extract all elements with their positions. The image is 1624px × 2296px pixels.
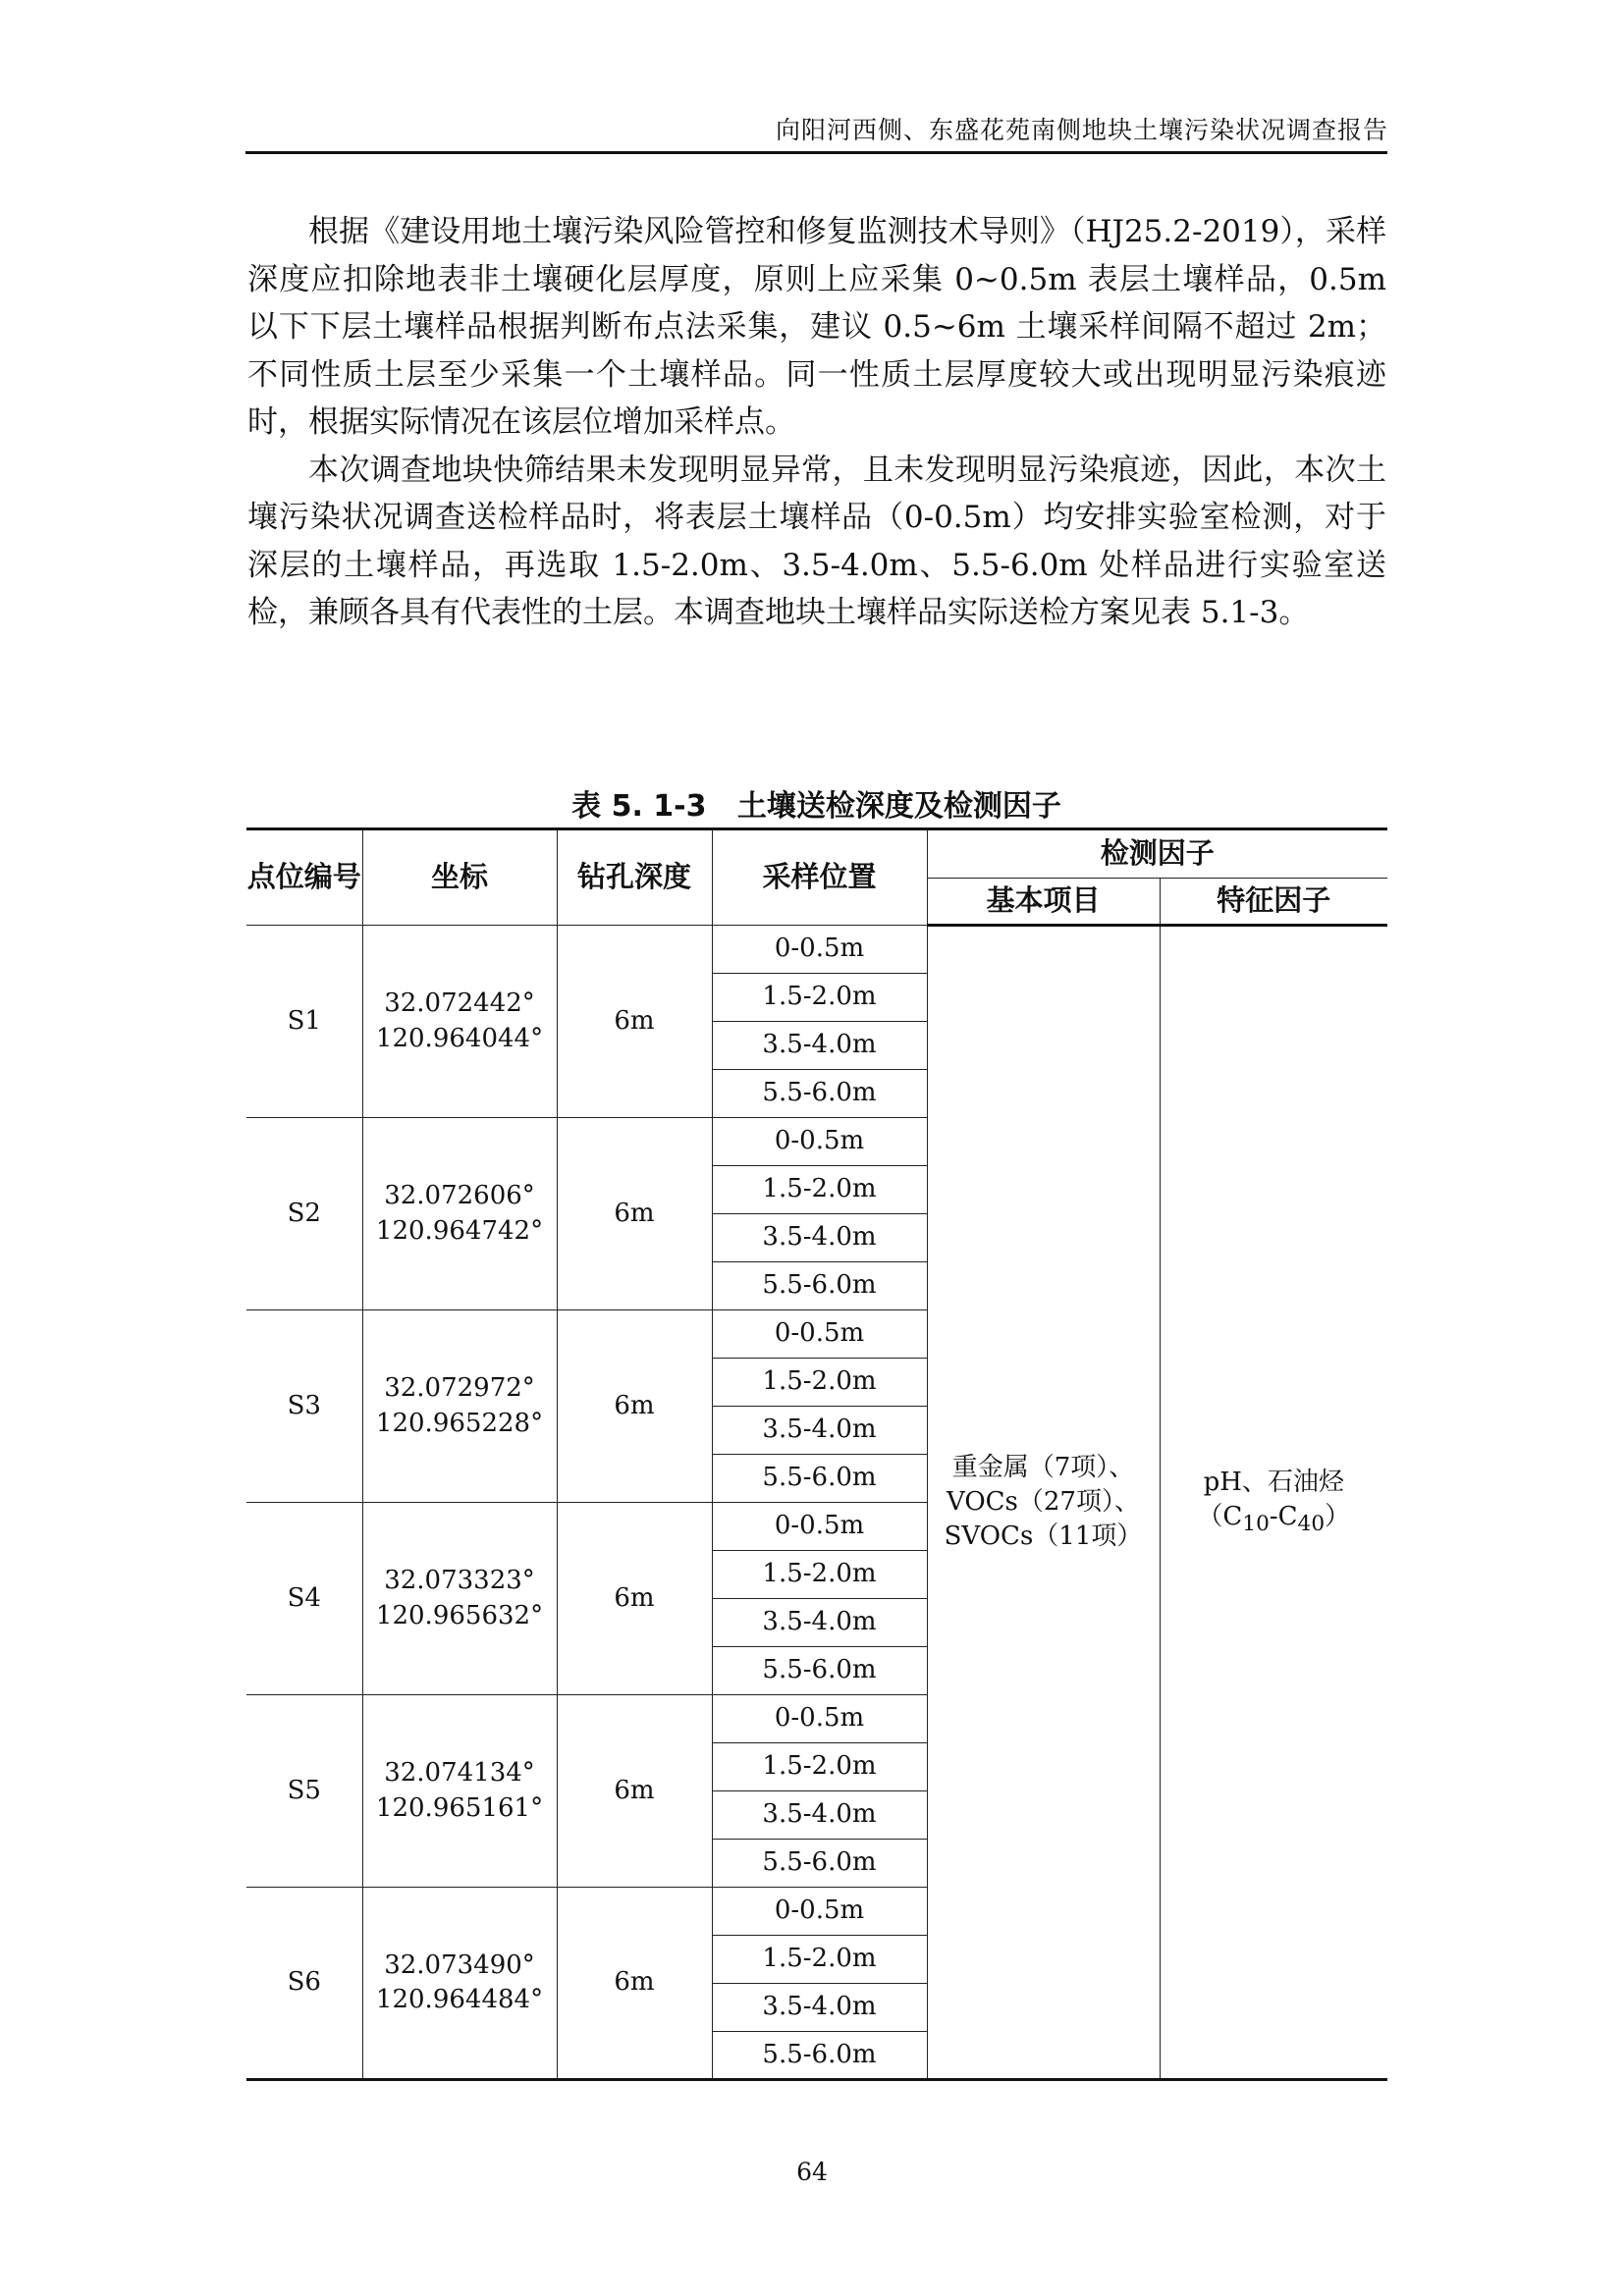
sampling-factors-table xyxy=(246,828,1387,2081)
header-feature-factors: 特征因子 xyxy=(1160,879,1387,926)
coords-cell xyxy=(362,1695,557,1888)
header-coords: 坐标 xyxy=(362,829,557,926)
longitude: 120.965161° xyxy=(375,1792,544,1823)
sample-position-cell: 1.5-2.0m xyxy=(712,1166,927,1214)
depth-cell: 6m xyxy=(557,1503,712,1695)
coords-cell xyxy=(362,926,557,1118)
feature-item-formula xyxy=(1161,1500,1388,1538)
sample-position-cell: 1.5-2.0m xyxy=(712,1359,927,1407)
sample-position-cell: 5.5-6.0m xyxy=(712,2032,927,2080)
depth-cell: 6m xyxy=(557,1888,712,2080)
coords-cell xyxy=(362,1310,557,1503)
feature-factors-cell xyxy=(1160,926,1387,2080)
point-id-cell: S1 xyxy=(246,926,362,1118)
point-id-cell: S5 xyxy=(246,1695,362,1888)
sample-position-cell: 5.5-6.0m xyxy=(712,1455,927,1503)
longitude: 120.964044° xyxy=(375,1023,544,1053)
sample-position-cell: 3.5-4.0m xyxy=(712,1214,927,1262)
table-caption: 表 5. 1-3 土壤送检深度及检测因子 xyxy=(571,789,1061,824)
formula-text: ） xyxy=(1325,1502,1351,1532)
basic-item: SVOCs（11项） xyxy=(944,1522,1143,1552)
sample-position-cell: 5.5-6.0m xyxy=(712,1840,927,1888)
formula-text: （C xyxy=(1197,1502,1243,1532)
basic-item: 重金属（7项）、 xyxy=(951,1452,1135,1482)
point-id-cell: S4 xyxy=(246,1503,362,1695)
sample-position-cell: 3.5-4.0m xyxy=(712,1407,927,1455)
coords-cell xyxy=(362,1503,557,1695)
sample-position-cell: 3.5-4.0m xyxy=(712,1791,927,1840)
report-header-title: 向阳河西侧、东盛花苑南侧地块土壤污染状况调查报告 xyxy=(775,116,1388,144)
latitude: 32.073323° xyxy=(384,1566,535,1596)
depth-cell: 6m xyxy=(557,1695,712,1888)
header-point-id: 点位编号 xyxy=(246,829,362,926)
depth-cell: 6m xyxy=(557,1310,712,1503)
paragraph: 本次调查地块快筛结果未发现明显异常，且未发现明显污染痕迹，因此，本次土壤污染状况调查送检样品时，将表层土壤样品（0-0.5m）均安排实验室检测，对于深层的土壤样品，再选取 1.5-2.0m、3.5-4.0m、5.5-6.0m 处样品进行实验室送检，兼顾各具有代表性的土层。本调查地块土壤样品实际送检方案见表 5.1-3。 xyxy=(247,452,1386,630)
sample-position-cell: 1.5-2.0m xyxy=(712,974,927,1022)
latitude: 32.072972° xyxy=(384,1373,535,1404)
formula-text: -C xyxy=(1269,1502,1298,1532)
header-divider xyxy=(245,151,1387,154)
coords-cell xyxy=(362,1118,557,1310)
point-id-cell: S2 xyxy=(246,1118,362,1310)
sample-position-cell: 0-0.5m xyxy=(712,1118,927,1166)
header-depth: 钻孔深度 xyxy=(557,829,712,926)
sample-position-cell: 0-0.5m xyxy=(712,1695,927,1743)
page-number: 64 xyxy=(796,2158,828,2186)
feature-item-line: pH、石油烃 xyxy=(1203,1468,1344,1498)
header-detection-factors: 检测因子 xyxy=(927,829,1387,879)
sample-position-cell: 0-0.5m xyxy=(712,1310,927,1359)
sample-position-cell: 0-0.5m xyxy=(712,1888,927,1936)
formula-subscript: 10 xyxy=(1242,1512,1270,1537)
sample-position-cell: 5.5-6.0m xyxy=(712,1262,927,1310)
header-sample-position: 采样位置 xyxy=(712,829,927,926)
latitude: 32.072606° xyxy=(384,1181,535,1211)
sample-position-cell: 3.5-4.0m xyxy=(712,1599,927,1647)
sample-position-cell: 5.5-6.0m xyxy=(712,1647,927,1695)
sample-position-cell: 1.5-2.0m xyxy=(712,1551,927,1599)
depth-cell: 6m xyxy=(557,1118,712,1310)
body-text xyxy=(247,208,1386,637)
depth-cell: 6m xyxy=(557,926,712,1118)
sample-position-cell: 1.5-2.0m xyxy=(712,1936,927,1984)
sample-position-cell: 1.5-2.0m xyxy=(712,1743,927,1791)
sample-position-cell: 0-0.5m xyxy=(712,926,927,974)
latitude: 32.073490° xyxy=(384,1949,535,1980)
sample-position-cell: 5.5-6.0m xyxy=(712,1070,927,1118)
point-id-cell: S3 xyxy=(246,1310,362,1503)
coords-cell xyxy=(362,1888,557,2080)
sample-position-cell: 3.5-4.0m xyxy=(712,1022,927,1070)
longitude: 120.965228° xyxy=(375,1408,544,1438)
sample-position-cell: 3.5-4.0m xyxy=(712,1984,927,2032)
header-basic-items: 基本项目 xyxy=(927,879,1160,926)
basic-items-cell xyxy=(927,926,1160,2080)
formula-subscript: 40 xyxy=(1297,1512,1326,1537)
point-id-cell: S6 xyxy=(246,1888,362,2080)
paragraph: 根据《建设用地土壤污染风险管控和修复监测技术导则》（HJ25.2-2019），采样深度应扣除地表非土壤硬化层厚度，原则上应采集 0~0.5m 表层土壤样品，0.5m 以下下层土壤样品根据判断布点法采集，建议 0.5~6m 土壤采样间隔不超过 2m；不同性质土层至少采集一个土壤样品。同一性质土层厚度较大或出现明显污染痕迹时，根据实际情况在该层位增加采样点。 xyxy=(247,214,1386,440)
longitude: 120.964484° xyxy=(375,1985,544,2014)
latitude: 32.074134° xyxy=(384,1758,535,1789)
longitude: 120.964742° xyxy=(375,1215,544,1246)
latitude: 32.072442° xyxy=(384,988,535,1019)
table-header-row xyxy=(246,829,1387,879)
table-row xyxy=(246,926,1387,974)
basic-item: VOCs（27项）、 xyxy=(947,1486,1140,1517)
longitude: 120.965632° xyxy=(375,1600,544,1630)
sample-position-cell: 0-0.5m xyxy=(712,1503,927,1551)
